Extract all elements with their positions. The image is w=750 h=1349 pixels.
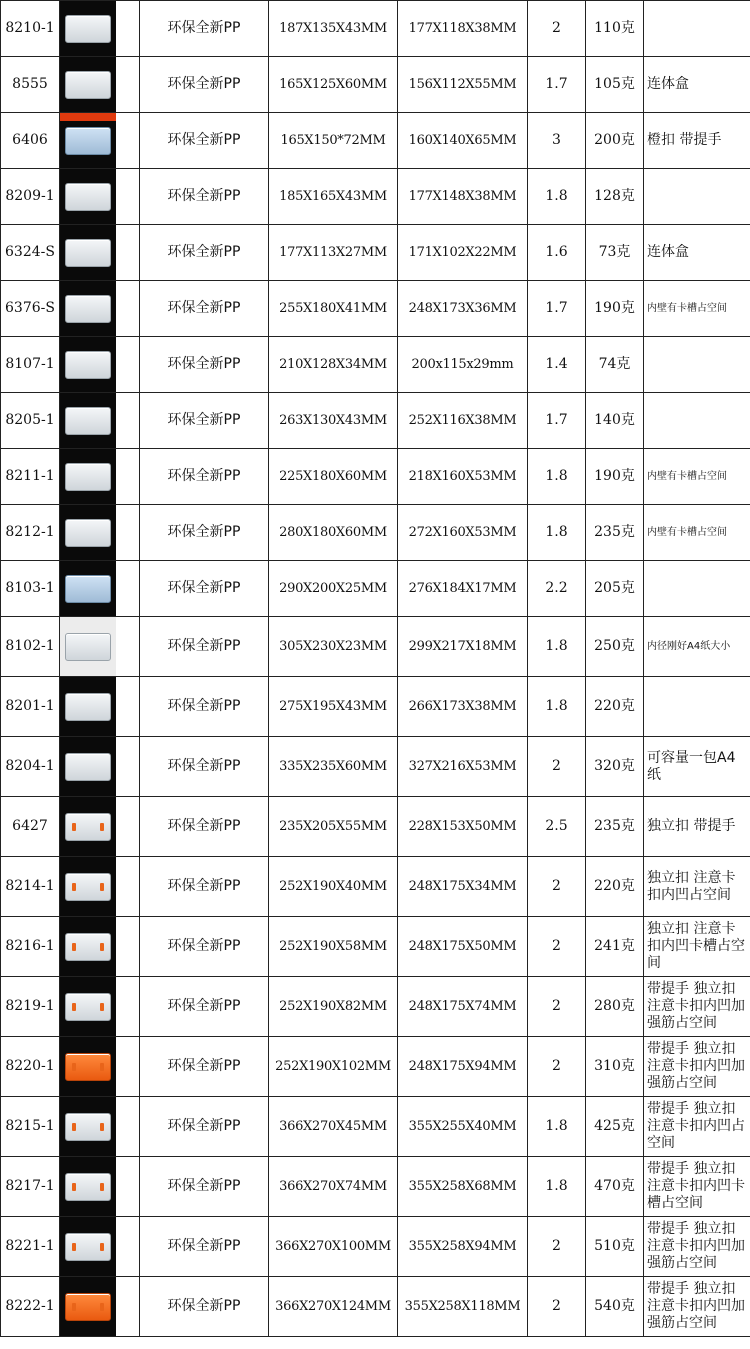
weight-cell: 110克 [586, 1, 644, 57]
thickness-cell: 1.8 [528, 677, 586, 737]
thickness-cell: 2 [528, 1277, 586, 1337]
product-photo [60, 57, 116, 112]
note-cell [644, 561, 750, 617]
table-row [1, 57, 750, 113]
product-photo-cell [60, 1217, 117, 1277]
outer-size-cell: 366X270X74MM [269, 1157, 398, 1217]
material-cell: 环保全新PP [140, 1157, 269, 1217]
model-number-cell: 6324-S [1, 225, 60, 281]
outer-size-cell: 255X180X41MM [269, 281, 398, 337]
note-cell: 可容量一包A4纸 [644, 737, 750, 797]
inner-size-cell: 171X102X22MM [398, 225, 528, 281]
product-photo [60, 169, 116, 224]
thickness-cell: 2 [528, 857, 586, 917]
storage-box-icon [65, 351, 111, 379]
note-cell: 带提手 独立扣注意卡扣内凹加强筋占空间 [644, 977, 750, 1037]
model-number-cell: 8201-1 [1, 677, 60, 737]
inner-size-cell: 355X258X118MM [398, 1277, 528, 1337]
thickness-cell: 1.4 [528, 337, 586, 393]
inner-size-cell: 177X148X38MM [398, 169, 528, 225]
note-cell: 带提手 独立扣注意卡扣内凹占空间 [644, 1097, 750, 1157]
product-photo-cell [60, 917, 117, 977]
note-cell [644, 337, 750, 393]
product-photo [60, 737, 116, 796]
outer-size-cell: 225X180X60MM [269, 449, 398, 505]
model-number-cell: 8220-1 [1, 1037, 60, 1097]
storage-box-icon [65, 1293, 111, 1321]
inner-size-cell: 248X175X74MM [398, 977, 528, 1037]
model-number-cell: 8215-1 [1, 1097, 60, 1157]
model-number-cell: 8219-1 [1, 977, 60, 1037]
outer-size-cell: 252X190X82MM [269, 977, 398, 1037]
spacer-cell [117, 977, 140, 1037]
product-photo-cell [60, 1037, 117, 1097]
spacer-cell [117, 737, 140, 797]
thickness-cell: 3 [528, 113, 586, 169]
spacer-cell [117, 561, 140, 617]
note-cell: 带提手 独立扣注意卡扣内凹加强筋占空间 [644, 1037, 750, 1097]
material-cell: 环保全新PP [140, 1, 269, 57]
storage-box-icon [65, 519, 111, 547]
outer-size-cell: 366X270X100MM [269, 1217, 398, 1277]
weight-cell: 540克 [586, 1277, 644, 1337]
model-number-cell: 6406 [1, 113, 60, 169]
material-cell: 环保全新PP [140, 857, 269, 917]
table-row [1, 505, 750, 561]
note-cell: 独立扣 带提手 [644, 797, 750, 857]
weight-cell: 320克 [586, 737, 644, 797]
thickness-cell: 1.6 [528, 225, 586, 281]
thickness-cell: 1.8 [528, 449, 586, 505]
note-cell: 内壁有卡槽占空间 [644, 281, 750, 337]
table-row [1, 1217, 750, 1277]
thickness-cell: 1.8 [528, 1157, 586, 1217]
storage-box-icon [65, 239, 111, 267]
product-photo [60, 917, 116, 976]
inner-size-cell: 248X175X50MM [398, 917, 528, 977]
material-cell: 环保全新PP [140, 797, 269, 857]
thickness-cell: 2 [528, 977, 586, 1037]
product-photo [60, 857, 116, 916]
weight-cell: 250克 [586, 617, 644, 677]
inner-size-cell: 272X160X53MM [398, 505, 528, 561]
material-cell: 环保全新PP [140, 1277, 269, 1337]
inner-size-cell: 299X217X18MM [398, 617, 528, 677]
product-photo [60, 225, 116, 280]
inner-size-cell: 248X173X36MM [398, 281, 528, 337]
thickness-cell: 1.7 [528, 57, 586, 113]
thickness-cell: 1.8 [528, 617, 586, 677]
thickness-cell: 2 [528, 1217, 586, 1277]
thickness-cell: 2 [528, 1037, 586, 1097]
spacer-cell [117, 617, 140, 677]
thickness-cell: 2 [528, 737, 586, 797]
inner-size-cell: 228X153X50MM [398, 797, 528, 857]
weight-cell: 280克 [586, 977, 644, 1037]
outer-size-cell: 252X190X58MM [269, 917, 398, 977]
thickness-cell: 1.8 [528, 169, 586, 225]
weight-cell: 310克 [586, 1037, 644, 1097]
outer-size-cell: 280X180X60MM [269, 505, 398, 561]
spacer-cell [117, 1217, 140, 1277]
table-row [1, 449, 750, 505]
table-row [1, 113, 750, 169]
weight-cell: 74克 [586, 337, 644, 393]
product-photo [60, 677, 116, 736]
table-row [1, 281, 750, 337]
thickness-cell: 1.8 [528, 1097, 586, 1157]
product-photo [60, 561, 116, 616]
note-cell: 带提手 独立扣注意卡扣内凹加强筋占空间 [644, 1277, 750, 1337]
note-cell [644, 393, 750, 449]
weight-cell: 425克 [586, 1097, 644, 1157]
inner-size-cell: 248X175X34MM [398, 857, 528, 917]
spacer-cell [117, 1097, 140, 1157]
table-row [1, 561, 750, 617]
model-number-cell: 8204-1 [1, 737, 60, 797]
model-number-cell: 8210-1 [1, 1, 60, 57]
storage-box-icon [65, 127, 111, 155]
spacer-cell [117, 1, 140, 57]
product-photo-cell [60, 677, 117, 737]
outer-size-cell: 235X205X55MM [269, 797, 398, 857]
storage-box-icon [65, 933, 111, 961]
spacer-cell [117, 393, 140, 449]
spacer-cell [117, 1157, 140, 1217]
product-photo-cell [60, 977, 117, 1037]
spacer-cell [117, 449, 140, 505]
material-cell: 环保全新PP [140, 337, 269, 393]
weight-cell: 190克 [586, 281, 644, 337]
storage-box-icon [65, 407, 111, 435]
model-number-cell: 6376-S [1, 281, 60, 337]
model-number-cell: 8205-1 [1, 393, 60, 449]
table-row [1, 857, 750, 917]
inner-size-cell: 218X160X53MM [398, 449, 528, 505]
product-photo [60, 1037, 116, 1096]
spacer-cell [117, 677, 140, 737]
weight-cell: 235克 [586, 797, 644, 857]
spacer-cell [117, 57, 140, 113]
weight-cell: 190克 [586, 449, 644, 505]
weight-cell: 241克 [586, 917, 644, 977]
storage-box-icon [65, 753, 111, 781]
spacer-cell [117, 281, 140, 337]
thickness-cell: 2 [528, 1, 586, 57]
model-number-cell: 8102-1 [1, 617, 60, 677]
product-photo [60, 617, 116, 676]
model-number-cell: 8211-1 [1, 449, 60, 505]
weight-cell: 73克 [586, 225, 644, 281]
inner-size-cell: 156X112X55MM [398, 57, 528, 113]
material-cell: 环保全新PP [140, 1217, 269, 1277]
outer-size-cell: 275X195X43MM [269, 677, 398, 737]
weight-cell: 510克 [586, 1217, 644, 1277]
outer-size-cell: 290X200X25MM [269, 561, 398, 617]
storage-box-icon [65, 873, 111, 901]
product-photo [60, 337, 116, 392]
thickness-cell: 1.7 [528, 393, 586, 449]
model-number-cell: 8103-1 [1, 561, 60, 617]
weight-cell: 128克 [586, 169, 644, 225]
table-row [1, 1097, 750, 1157]
inner-size-cell: 266X173X38MM [398, 677, 528, 737]
product-photo-cell [60, 169, 117, 225]
storage-box-icon [65, 1173, 111, 1201]
model-number-cell: 8209-1 [1, 169, 60, 225]
product-photo-cell [60, 113, 117, 169]
material-cell: 环保全新PP [140, 449, 269, 505]
note-cell [644, 1, 750, 57]
inner-size-cell: 200x115x29mm [398, 337, 528, 393]
storage-box-icon [65, 575, 111, 603]
outer-size-cell: 263X130X43MM [269, 393, 398, 449]
outer-size-cell: 165X125X60MM [269, 57, 398, 113]
material-cell: 环保全新PP [140, 977, 269, 1037]
thickness-cell: 2.2 [528, 561, 586, 617]
outer-size-cell: 187X135X43MM [269, 1, 398, 57]
outer-size-cell: 335X235X60MM [269, 737, 398, 797]
model-number-cell: 8212-1 [1, 505, 60, 561]
model-number-cell: 8221-1 [1, 1217, 60, 1277]
material-cell: 环保全新PP [140, 1097, 269, 1157]
spacer-cell [117, 225, 140, 281]
inner-size-cell: 355X258X68MM [398, 1157, 528, 1217]
outer-size-cell: 252X190X40MM [269, 857, 398, 917]
storage-box-icon [65, 1233, 111, 1261]
product-photo-cell [60, 1277, 117, 1337]
material-cell: 环保全新PP [140, 393, 269, 449]
storage-box-icon [65, 295, 111, 323]
product-photo-cell [60, 281, 117, 337]
weight-cell: 235克 [586, 505, 644, 561]
outer-size-cell: 305X230X23MM [269, 617, 398, 677]
note-cell: 独立扣 注意卡扣内凹占空间 [644, 857, 750, 917]
weight-cell: 220克 [586, 677, 644, 737]
spacer-cell [117, 505, 140, 561]
model-number-cell: 6427 [1, 797, 60, 857]
table-row [1, 677, 750, 737]
material-cell: 环保全新PP [140, 57, 269, 113]
inner-size-cell: 248X175X94MM [398, 1037, 528, 1097]
material-cell: 环保全新PP [140, 113, 269, 169]
storage-box-icon [65, 1053, 111, 1081]
table-row [1, 797, 750, 857]
model-number-cell: 8216-1 [1, 917, 60, 977]
storage-box-icon [65, 993, 111, 1021]
outer-size-cell: 366X270X45MM [269, 1097, 398, 1157]
outer-size-cell: 177X113X27MM [269, 225, 398, 281]
product-photo-cell [60, 1097, 117, 1157]
table-row [1, 1157, 750, 1217]
spacer-cell [117, 1037, 140, 1097]
material-cell: 环保全新PP [140, 617, 269, 677]
inner-size-cell: 177X118X38MM [398, 1, 528, 57]
note-cell: 内壁有卡槽占空间 [644, 505, 750, 561]
table-row [1, 737, 750, 797]
product-photo [60, 505, 116, 560]
table-row [1, 169, 750, 225]
storage-box-icon [65, 633, 111, 661]
weight-cell: 205克 [586, 561, 644, 617]
weight-cell: 470克 [586, 1157, 644, 1217]
outer-size-cell: 210X128X34MM [269, 337, 398, 393]
product-photo-cell [60, 57, 117, 113]
model-number-cell: 8222-1 [1, 1277, 60, 1337]
outer-size-cell: 252X190X102MM [269, 1037, 398, 1097]
product-photo-cell [60, 857, 117, 917]
product-photo-cell [60, 505, 117, 561]
material-cell: 环保全新PP [140, 281, 269, 337]
table-row [1, 977, 750, 1037]
material-cell: 环保全新PP [140, 169, 269, 225]
outer-size-cell: 185X165X43MM [269, 169, 398, 225]
product-photo [60, 393, 116, 448]
storage-box-icon [65, 1113, 111, 1141]
product-photo-cell [60, 1, 117, 57]
outer-size-cell: 165X150*72MM [269, 113, 398, 169]
product-photo [60, 113, 116, 168]
inner-size-cell: 355X258X94MM [398, 1217, 528, 1277]
note-cell: 连体盒 [644, 225, 750, 281]
note-cell: 内壁有卡槽占空间 [644, 449, 750, 505]
table-row [1, 917, 750, 977]
spacer-cell [117, 797, 140, 857]
table-row [1, 225, 750, 281]
product-photo-cell [60, 225, 117, 281]
spacer-cell [117, 1277, 140, 1337]
product-photo [60, 1277, 116, 1336]
note-cell: 内径刚好A4纸大小 [644, 617, 750, 677]
weight-cell: 220克 [586, 857, 644, 917]
material-cell: 环保全新PP [140, 1037, 269, 1097]
note-cell [644, 677, 750, 737]
product-photo-cell [60, 393, 117, 449]
table-row [1, 337, 750, 393]
storage-box-icon [65, 15, 111, 43]
spacer-cell [117, 857, 140, 917]
material-cell: 环保全新PP [140, 225, 269, 281]
weight-cell: 140克 [586, 393, 644, 449]
thickness-cell: 2.5 [528, 797, 586, 857]
material-cell: 环保全新PP [140, 917, 269, 977]
product-photo-cell [60, 797, 117, 857]
material-cell: 环保全新PP [140, 561, 269, 617]
spacer-cell [117, 337, 140, 393]
note-cell: 带提手 独立扣注意卡扣内凹加强筋占空间 [644, 1217, 750, 1277]
product-photo-cell [60, 617, 117, 677]
model-number-cell: 8107-1 [1, 337, 60, 393]
inner-size-cell: 160X140X65MM [398, 113, 528, 169]
note-cell: 带提手 独立扣注意卡扣内凹卡槽占空间 [644, 1157, 750, 1217]
product-photo-cell [60, 337, 117, 393]
product-photo-cell [60, 1157, 117, 1217]
model-number-cell: 8555 [1, 57, 60, 113]
model-number-cell: 8214-1 [1, 857, 60, 917]
material-cell: 环保全新PP [140, 677, 269, 737]
material-cell: 环保全新PP [140, 505, 269, 561]
note-cell: 独立扣 注意卡扣内凹卡槽占空间 [644, 917, 750, 977]
table-row [1, 617, 750, 677]
spacer-cell [117, 169, 140, 225]
storage-box-icon [65, 693, 111, 721]
inner-size-cell: 276X184X17MM [398, 561, 528, 617]
table-row [1, 1037, 750, 1097]
product-photo [60, 1097, 116, 1156]
product-photo [60, 449, 116, 504]
product-photo-cell [60, 737, 117, 797]
product-photo [60, 797, 116, 856]
material-cell: 环保全新PP [140, 737, 269, 797]
inner-size-cell: 327X216X53MM [398, 737, 528, 797]
product-photo [60, 1157, 116, 1216]
table-row [1, 1277, 750, 1337]
product-photo-cell [60, 449, 117, 505]
spacer-cell [117, 917, 140, 977]
note-cell [644, 169, 750, 225]
weight-cell: 105克 [586, 57, 644, 113]
table-row [1, 1, 750, 57]
product-photo [60, 1, 116, 56]
product-photo [60, 1217, 116, 1276]
table-row [1, 393, 750, 449]
note-cell: 橙扣 带提手 [644, 113, 750, 169]
table-body [1, 1, 750, 1337]
thickness-cell: 1.7 [528, 281, 586, 337]
product-photo [60, 977, 116, 1036]
storage-box-icon [65, 183, 111, 211]
inner-size-cell: 355X255X40MM [398, 1097, 528, 1157]
outer-size-cell: 366X270X124MM [269, 1277, 398, 1337]
product-photo [60, 281, 116, 336]
storage-box-icon [65, 71, 111, 99]
thickness-cell: 1.8 [528, 505, 586, 561]
model-number-cell: 8217-1 [1, 1157, 60, 1217]
weight-cell: 200克 [586, 113, 644, 169]
note-cell: 连体盒 [644, 57, 750, 113]
thickness-cell: 2 [528, 917, 586, 977]
inner-size-cell: 252X116X38MM [398, 393, 528, 449]
product-photo-cell [60, 561, 117, 617]
storage-box-icon [65, 813, 111, 841]
spacer-cell [117, 113, 140, 169]
storage-box-icon [65, 463, 111, 491]
